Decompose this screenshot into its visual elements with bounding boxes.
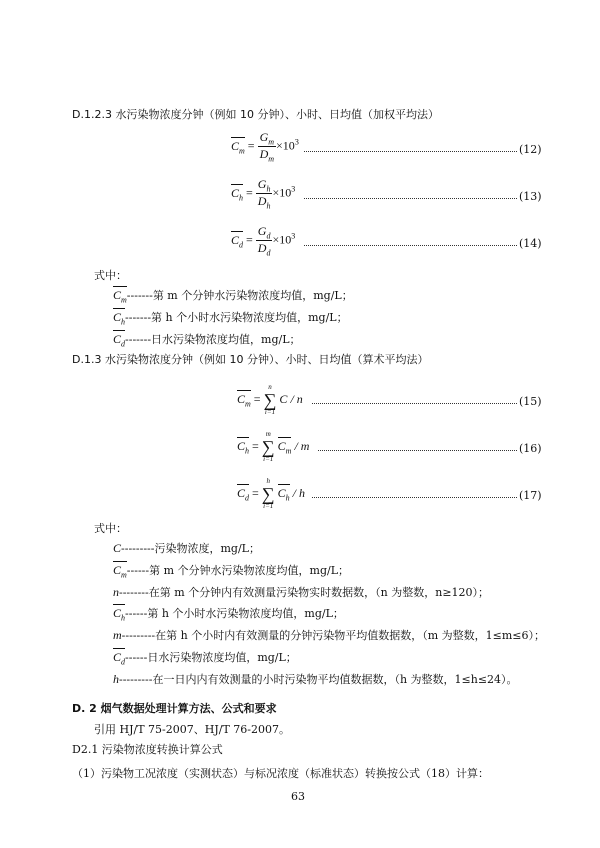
equation-number: (15) xyxy=(519,395,542,408)
eq-lhs: $C_d$ xyxy=(231,232,244,250)
section-heading-d2: D. 2 烟气数据处理计算方法、公式和要求 xyxy=(72,702,277,715)
equation-number: (17) xyxy=(519,489,542,502)
summation-symbol: h ∑ i=1 xyxy=(261,477,275,510)
section-heading-d13: D.1.3 水污染物浓度分钟（例如 10 分钟）、小时、日均值（算术平均法） xyxy=(72,353,429,366)
paragraph-text: （1）污染物工况浓度（实测状态）与标况浓度（标准状态）转换按公式（18）计算： xyxy=(72,767,489,780)
section-heading-d123: D.1.2.3 水污染物浓度分钟（例如 10 分钟）、小时、日均值（加权平均法） xyxy=(72,108,439,121)
eq-lhs: $C_m$ xyxy=(231,138,245,156)
where-label: 式中： xyxy=(94,269,127,282)
definition-item: $C_m------$第 m 个分钟水污染物浓度均值，mg/L； xyxy=(113,563,350,580)
citation-text: 引用 HJ/T 75-2007、HJ/T 76-2007。 xyxy=(94,723,290,736)
section-heading-d21: D2.1 污染物浓度转换计算公式 xyxy=(72,743,223,756)
leader-dots xyxy=(304,198,517,199)
definition-item: $C_d-------$日水污染物浓度均值，mg/L； xyxy=(113,332,301,349)
page-number: 63 xyxy=(291,790,305,803)
equation-number: (12) xyxy=(519,143,542,156)
equation-number: (13) xyxy=(519,190,542,203)
definition-item: h---------在一日内内有效测量的小时污染物平均值数据数，（h 为整数，1≤h≤24）。 xyxy=(113,672,518,686)
equation-17: $C_d$ = h ∑ i=1 $C_h$ / h xyxy=(237,477,305,510)
definition-item: $C_h------$第 h 个小时水污染物浓度均值，mg/L； xyxy=(113,606,344,623)
definition-item: $C_h-------$第 h 个小时水污染物浓度均值，mg/L； xyxy=(113,310,348,327)
equation-12: $C_m$ = $\frac{G_m}{D_m}$ $\times 10^3$ xyxy=(231,130,299,164)
equation-13: $C_h$ = $\frac{G_h}{D_h}$ $\times 10^3$ xyxy=(231,177,296,211)
eq-lhs: $C_h$ xyxy=(231,185,244,203)
definition-item: C---------污染物浓度，mg/L； xyxy=(113,541,260,555)
summation-symbol: n ∑ i=1 xyxy=(263,383,277,416)
equation-number: (16) xyxy=(519,442,542,455)
leader-dots xyxy=(312,497,517,498)
equation-number: (14) xyxy=(519,237,542,250)
eq-fraction: $\frac{G_m}{D_m}$ xyxy=(259,130,275,164)
leader-dots xyxy=(304,245,517,246)
definition-item: m---------在第 h 个小时内有效测量的分钟污染物平均值数据数，（m 为整数，1≤m≤6）； xyxy=(113,628,545,642)
summation-symbol: m ∑ i=1 xyxy=(261,430,275,463)
definition-item: $C_d------$日水污染物浓度均值，mg/L； xyxy=(113,650,297,667)
eq-fraction: $\frac{G_d}{D_d}$ xyxy=(257,224,271,258)
eq-fraction: $\frac{G_h}{D_h}$ xyxy=(257,177,271,211)
equation-15: $C_m$ = n ∑ i=1 C / n xyxy=(237,383,303,416)
leader-dots xyxy=(304,151,517,152)
equation-16: $C_h$ = m ∑ i=1 $C_m$ / m xyxy=(237,430,310,463)
equation-14: $C_d$ = $\frac{G_d}{D_d}$ $\times 10^3$ xyxy=(231,224,296,258)
where-label: 式中： xyxy=(94,522,127,535)
definition-item: $C_m-------$第 m 个分钟水污染物浓度均值，mg/L； xyxy=(113,288,353,305)
definition-item: n--------在第 m 个分钟内有效测量污染物实时数据数，（n 为整数，n≥120）； xyxy=(113,585,490,599)
leader-dots xyxy=(312,403,517,404)
leader-dots xyxy=(318,450,517,451)
